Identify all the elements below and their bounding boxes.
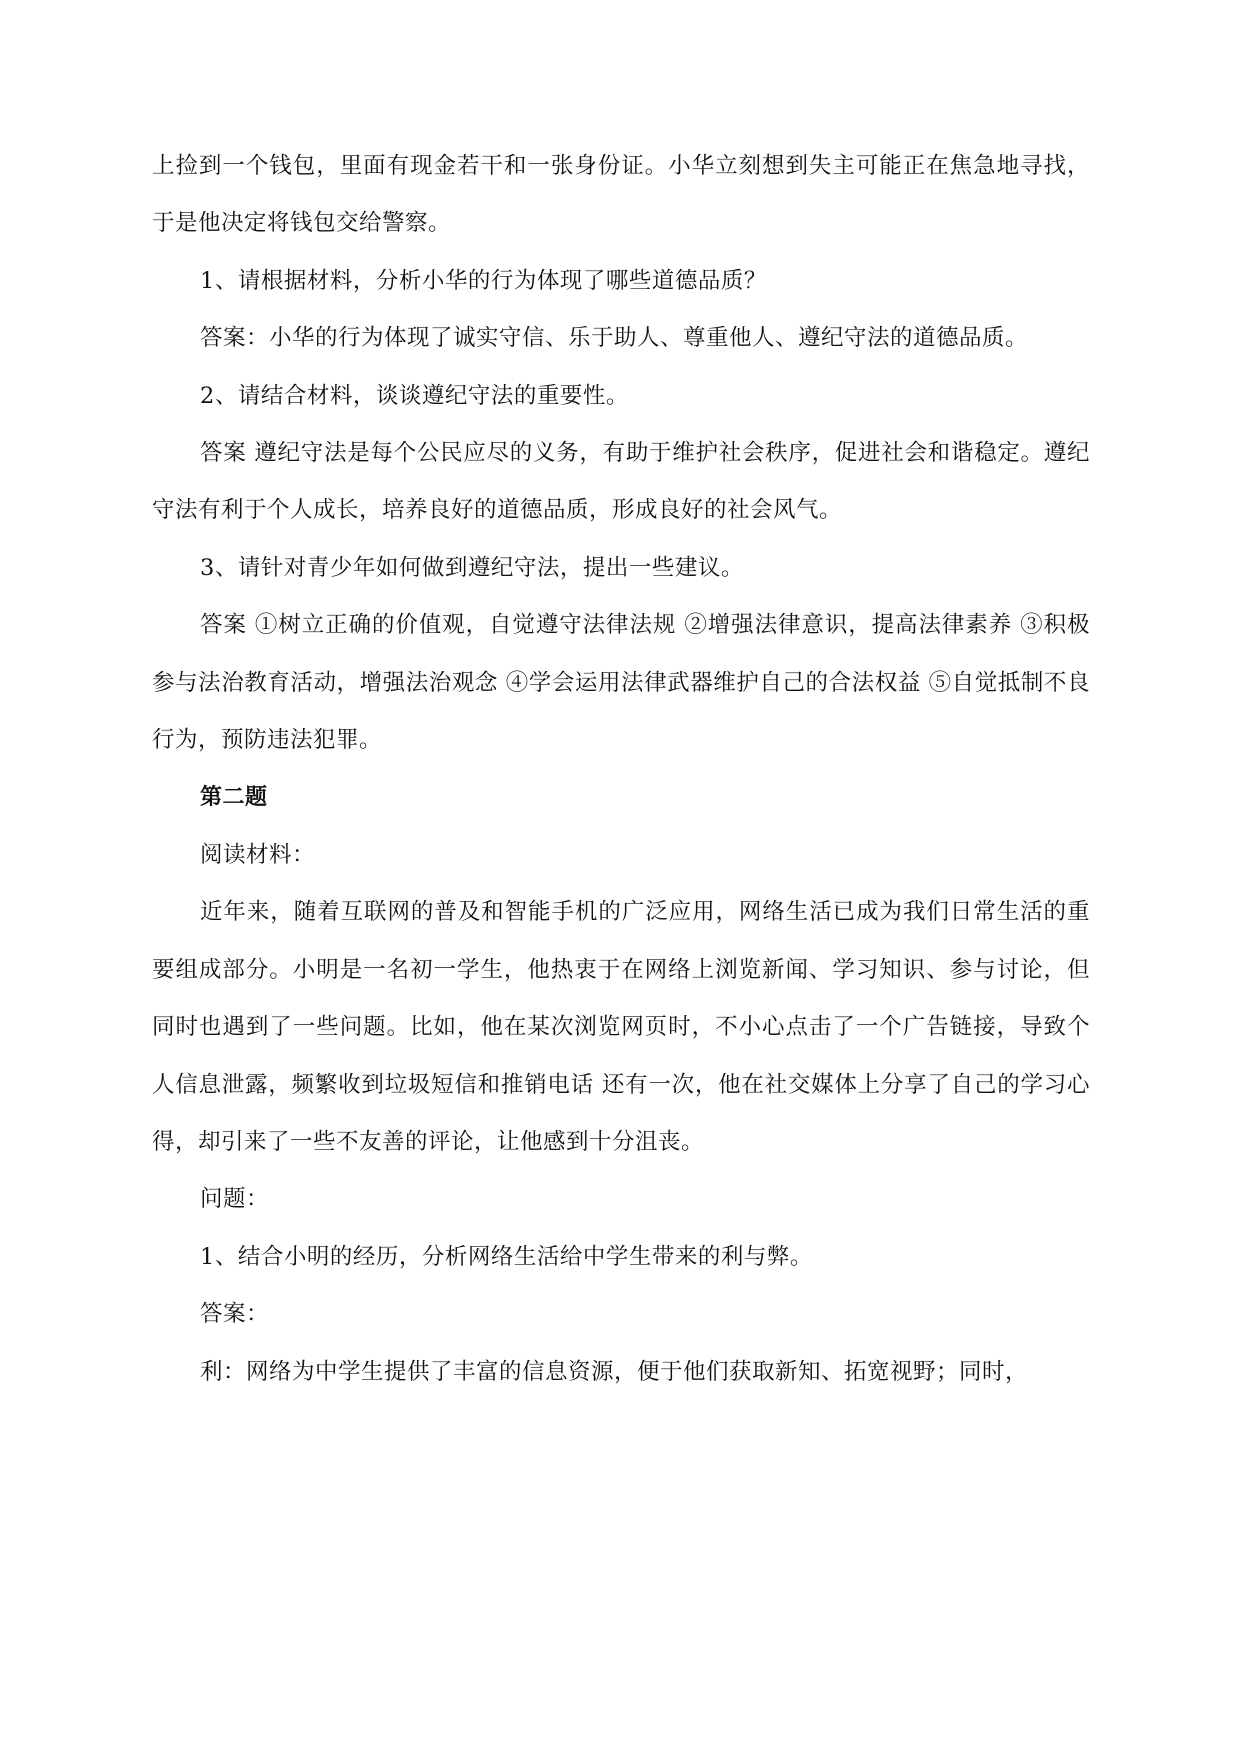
question-2-1: 1、结合小明的经历，分析网络生活给中学生带来的利与弊。 xyxy=(200,1243,813,1270)
question-1-3: 3、请针对青少年如何做到遵纪守法，提出一些建议。 xyxy=(200,554,744,581)
answer-1-2: 答案 遵纪守法是每个公民应尽的义务，有助于维护社会秩序，促进社会和谐稳定。遵纪守法有利于个人成长，培养良好的道德品质，形成良好的社会风气。 xyxy=(152,440,1090,524)
question-1-1: 1、请根据材料，分析小华的行为体现了哪些道德品质？ xyxy=(200,267,767,294)
question-1-2: 2、请结合材料，谈谈遵纪守法的重要性。 xyxy=(200,382,629,409)
reading-material-text: 近年来，随着互联网的普及和智能手机的广泛应用，网络生活已成为我们日常生活的重要组成部分。小明是一名初一学生，他热衷于在网络上浏览新闻、学习知识、参与讨论，但同时也遇到了一些问题。比如，他在某次浏览网页时，不小心点击了一个广告链接，导致个人信息泄露，频繁收到垃圾短信和推销电话 还有一次，他在社交媒体上分享了自己的学习心得，却引来了一些不友善的评论，让他感到十分沮丧。 xyxy=(152,899,1090,1155)
questions-label: 问题： xyxy=(200,1186,270,1213)
reading-material-label: 阅读材料： xyxy=(200,841,316,868)
section-heading-question-2: 第二题 xyxy=(200,785,268,811)
answer-1-3: 答案 ①树立正确的价值观，自觉遵守法律法规 ②增强法律意识，提高法律素养 ③积极参与法治教育活动，增强法治观念 ④学会运用法律武器维护自己的合法权益 ⑤自觉抵制不良行为，预防违法犯罪。 xyxy=(152,612,1090,754)
answer-2-1-advantages: 利：网络为中学生提供了丰富的信息资源，便于他们获取新知、拓宽视野；同时， xyxy=(200,1358,1029,1385)
paragraph-story-continuation: 上捡到一个钱包，里面有现金若干和一张身份证。小华立刻想到失主可能正在焦急地寻找，于是他决定将钱包交给警察。 xyxy=(152,153,1090,237)
answer-1-1: 答案：小华的行为体现了诚实守信、乐于助人、尊重他人、遵纪守法的道德品质。 xyxy=(200,325,1029,352)
document-body xyxy=(152,138,1090,1401)
answer-label: 答案： xyxy=(200,1301,270,1328)
